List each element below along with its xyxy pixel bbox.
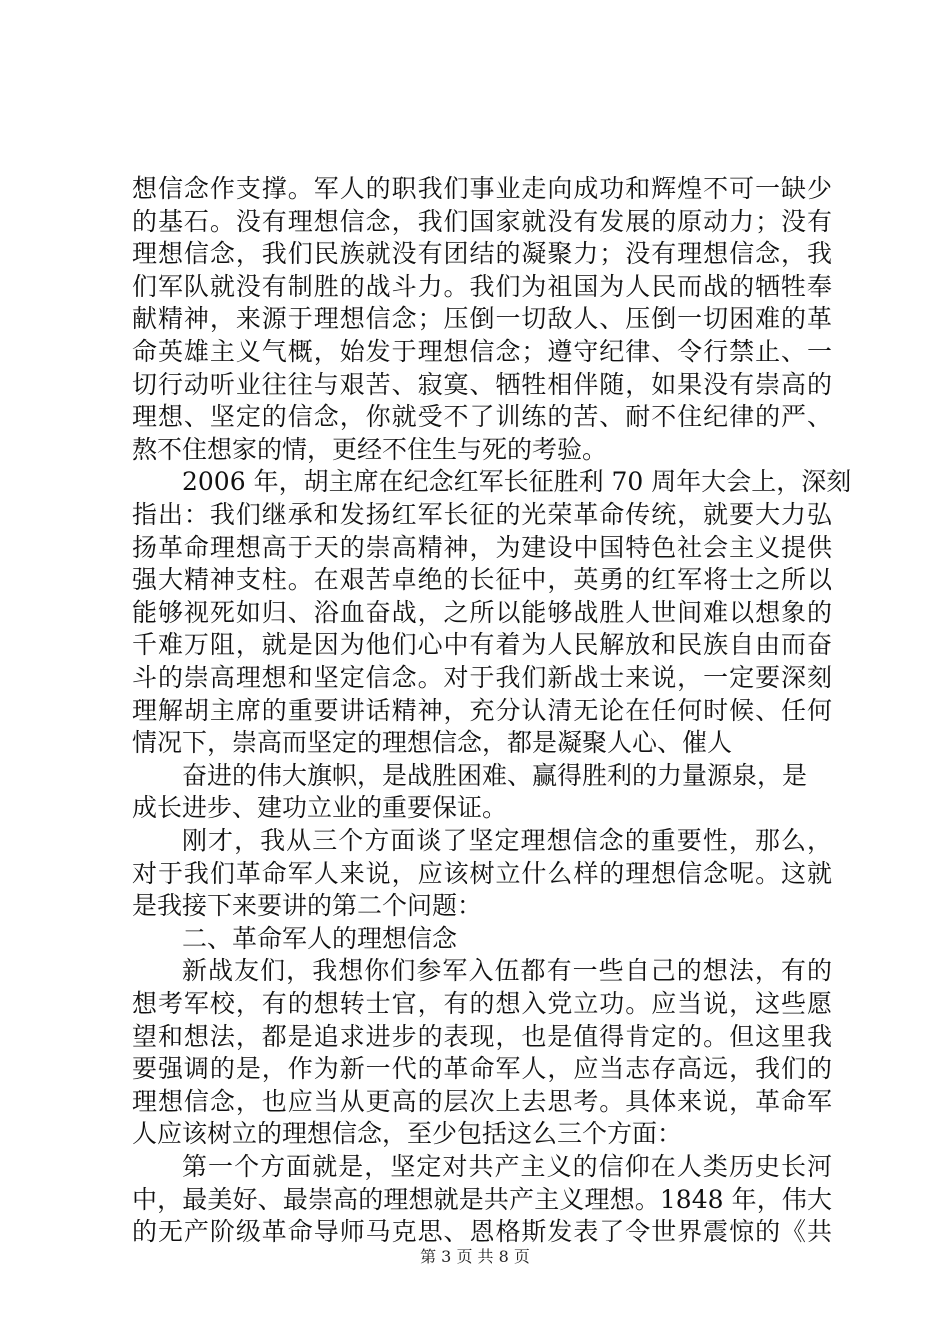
text-line: 成长进步、建功立业的重要保证。 [132, 793, 508, 823]
text-line: 理想信念，我们民族就没有团结的凝聚力；没有理想信念，我 [132, 239, 832, 269]
text-line: 命英雄主义气概，始发于理想信念；遵守纪律、令行禁止、一 [132, 337, 832, 366]
text-line: 对于我们革命军人来说，应该树立什么样的理想信念呢。这就 [132, 858, 832, 888]
text-line: 的无产阶级革命导师马克思、恩格斯发表了令世界震惊的《共 [132, 1217, 832, 1247]
text-line: 理想、坚定的信念，你就受不了训练的苦、耐不住纪律的严、 [132, 402, 832, 432]
paragraph-first-line: 2006 年，胡主席在纪念红军长征胜利 70 周年大会上，深刻 [182, 467, 852, 497]
text-line: 切行动听业往往与艰苦、寂寞、牺牲相伴随，如果没有崇高的 [132, 369, 832, 399]
text-line: 熬不住想家的情，更经不住生与死的考验。 [132, 434, 608, 464]
paragraph-first-line: 刚才，我从三个方面谈了坚定理想信念的重要性，那么， [182, 826, 832, 855]
text-line: 们军队就没有制胜的战斗力。我们为祖国为人民而战的牺牲奉 [132, 271, 832, 301]
text-line: 要强调的是，作为新一代的革命军人，应当志存高远，我们的 [132, 1054, 832, 1084]
text-line: 理解胡主席的重要讲话精神，充分认清无论在任何时候、任何 [132, 695, 832, 725]
text-line: 中，最美好、最崇高的理想就是共产主义理想。1848 年，伟大 [132, 1184, 832, 1214]
text-line: 望和想法，都是追求进步的表现，也是值得肯定的。但这里我 [132, 1021, 832, 1051]
text-line: 斗的崇高理想和坚定信念。对于我们新战士来说，一定要深刻 [132, 663, 832, 692]
text-line: 能够视死如归、浴血奋战，之所以能够战胜人世间难以想象的 [132, 597, 832, 627]
text-line: 献精神，来源于理想信念；压倒一切敌人、压倒一切困难的革 [132, 304, 832, 334]
paragraph-first-line: 奋进的伟大旗帜，是战胜困难、赢得胜利的力量源泉，是 [182, 760, 808, 790]
text-line: 强大精神支柱。在艰苦卓绝的长征中，英勇的红军将士之所以 [132, 565, 832, 595]
text-line: 千难万阻，就是因为他们心中有着为人民解放和民族自由而奋 [132, 630, 832, 660]
text-line: 的基石。没有理想信念，我们国家就没有发展的原动力；没有 [132, 206, 832, 236]
paragraph-first-line: 新战友们，我想你们参军入伍都有一些自己的想法，有的 [182, 956, 832, 986]
text-line: 理想信念，也应当从更高的层次上去思考。具体来说，革命军 [132, 1086, 832, 1116]
paragraph-first-line: 第一个方面就是，坚定对共产主义的信仰在人类历史长河 [182, 1152, 832, 1181]
page-number-footer: 第 3 页 共 8 页 [420, 1247, 530, 1266]
text-line: 是我接下来要讲的第二个问题： [132, 891, 483, 921]
text-line: 想信念作支撑。军人的职我们事业走向成功和辉煌不可一缺少 [132, 174, 832, 203]
text-line: 扬革命理想高于天的崇高精神，为建设中国特色社会主义提供 [132, 532, 832, 562]
text-line: 想考军校，有的想转士官，有的想入党立功。应当说，这些愿 [132, 989, 832, 1018]
section-heading: 二、革命军人的理想信念 [182, 923, 458, 953]
text-line: 人应该树立的理想信念，至少包括这么三个方面： [132, 1119, 683, 1149]
text-line: 指出：我们继承和发扬红军长征的光荣革命传统，就要大力弘 [132, 500, 832, 529]
text-line: 情况下，崇高而坚定的理想信念，都是凝聚人心、催人 [132, 728, 733, 758]
